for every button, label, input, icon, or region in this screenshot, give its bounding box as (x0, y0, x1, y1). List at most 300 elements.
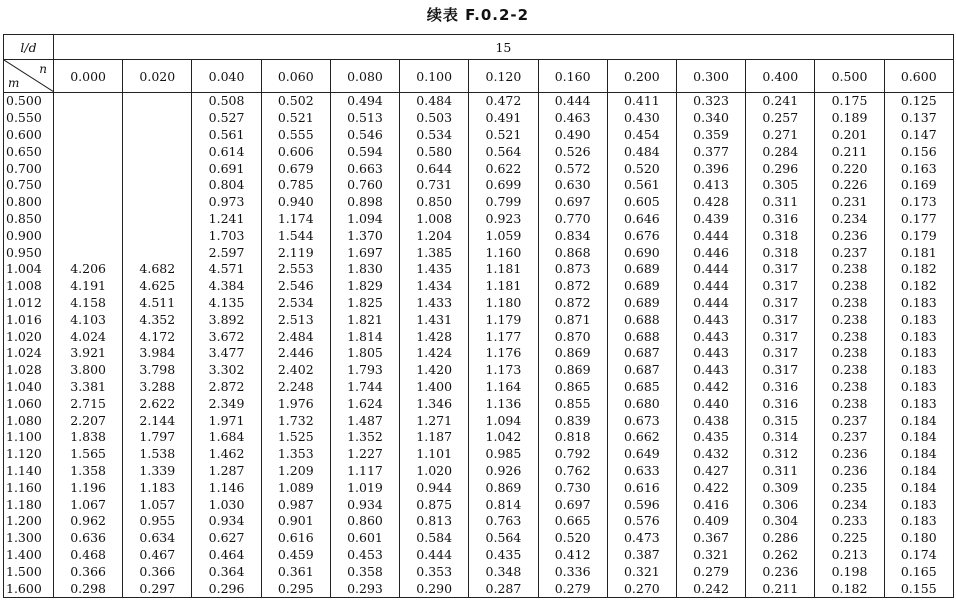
n-header-cell: 0.120 (469, 60, 538, 93)
value-cell: 0.316 (746, 379, 815, 396)
value-cell: 1.829 (330, 278, 399, 295)
value-cell: 1.385 (400, 244, 469, 261)
value-cell: 0.211 (815, 143, 884, 160)
value-cell: 1.565 (54, 446, 123, 463)
table-row (4, 563, 954, 580)
value-cell: 1.814 (330, 328, 399, 345)
value-cell: 0.490 (538, 127, 607, 144)
value-cell: 1.434 (400, 278, 469, 295)
value-cell: 4.024 (54, 328, 123, 345)
value-cell: 0.564 (469, 530, 538, 547)
m-value-cell: 1.100 (6, 429, 42, 445)
value-cell (123, 127, 192, 144)
value-cell: 0.366 (54, 563, 123, 580)
value-cell: 0.561 (607, 177, 676, 194)
m-value-cell: 0.850 (6, 210, 42, 226)
value-cell: 0.295 (261, 580, 330, 597)
value-cell: 2.349 (192, 395, 261, 412)
m-value-cell: 0.950 (6, 244, 42, 260)
value-cell: 4.682 (123, 261, 192, 278)
table-row (4, 479, 954, 496)
value-cell: 4.172 (123, 328, 192, 345)
table-row (4, 261, 954, 278)
value-cell: 0.184 (884, 412, 953, 429)
value-cell: 0.871 (538, 311, 607, 328)
n-header-cell: 0.060 (261, 60, 330, 93)
value-cell: 0.296 (192, 580, 261, 597)
value-cell: 0.238 (815, 311, 884, 328)
table-row (4, 530, 954, 547)
m-value-cell: 0.500 (6, 93, 42, 109)
value-cell: 1.830 (330, 261, 399, 278)
value-cell: 1.346 (400, 395, 469, 412)
value-cell: 1.793 (330, 362, 399, 379)
value-cell: 0.183 (884, 496, 953, 513)
value-cell (123, 110, 192, 127)
value-cell: 0.813 (400, 513, 469, 530)
value-cell: 3.672 (192, 328, 261, 345)
table-row (4, 580, 954, 597)
value-cell: 0.680 (607, 395, 676, 412)
value-cell: 0.494 (330, 93, 399, 110)
m-value-cell: 1.180 (6, 496, 42, 512)
m-value-cell: 1.120 (6, 446, 42, 462)
m-value-cell: 1.008 (6, 278, 42, 294)
value-cell: 0.869 (538, 362, 607, 379)
value-cell: 0.850 (400, 194, 469, 211)
table-row (4, 463, 954, 480)
value-cell: 0.464 (192, 547, 261, 564)
value-cell (54, 211, 123, 228)
value-cell: 1.042 (469, 429, 538, 446)
value-cell: 0.799 (469, 194, 538, 211)
value-cell: 0.125 (884, 93, 953, 110)
value-cell: 0.235 (815, 479, 884, 496)
value-cell: 0.944 (400, 479, 469, 496)
value-cell: 0.731 (400, 177, 469, 194)
value-cell: 0.316 (746, 211, 815, 228)
value-cell: 0.175 (815, 93, 884, 110)
value-cell: 0.184 (884, 429, 953, 446)
value-cell: 3.798 (123, 362, 192, 379)
m-value-cell: 0.800 (6, 194, 42, 210)
value-cell: 2.446 (261, 345, 330, 362)
value-cell: 0.440 (676, 395, 745, 412)
value-cell (123, 143, 192, 160)
value-cell: 0.580 (400, 143, 469, 160)
value-cell: 0.697 (538, 496, 607, 513)
table-row (4, 379, 954, 396)
value-cell: 0.442 (676, 379, 745, 396)
value-cell: 0.211 (746, 580, 815, 597)
value-cell: 0.443 (676, 345, 745, 362)
value-cell: 4.103 (54, 311, 123, 328)
value-cell: 0.484 (400, 93, 469, 110)
value-cell: 2.207 (54, 412, 123, 429)
table-row (4, 446, 954, 463)
value-cell: 0.226 (815, 177, 884, 194)
n-header-cell: 0.000 (54, 60, 123, 93)
value-cell: 0.785 (261, 177, 330, 194)
value-cell: 1.271 (400, 412, 469, 429)
value-cell: 0.359 (676, 127, 745, 144)
value-cell: 0.685 (607, 379, 676, 396)
value-cell: 0.311 (746, 194, 815, 211)
value-cell: 0.147 (884, 127, 953, 144)
value-cell: 1.420 (400, 362, 469, 379)
value-cell: 1.008 (400, 211, 469, 228)
value-cell: 0.312 (746, 446, 815, 463)
value-cell: 0.165 (884, 563, 953, 580)
table-caption: 续表 F.0.2-2 (426, 6, 530, 24)
value-cell: 0.459 (261, 547, 330, 564)
value-cell: 0.872 (538, 295, 607, 312)
value-cell: 0.663 (330, 160, 399, 177)
value-cell: 0.561 (192, 127, 261, 144)
value-cell: 0.955 (123, 513, 192, 530)
table-row (4, 328, 954, 345)
value-cell: 0.305 (746, 177, 815, 194)
value-cell: 1.339 (123, 463, 192, 480)
value-cell: 1.358 (54, 463, 123, 480)
value-cell: 0.182 (884, 261, 953, 278)
value-cell: 0.473 (607, 530, 676, 547)
m-value-cell: 1.160 (6, 479, 42, 495)
value-cell: 1.353 (261, 446, 330, 463)
value-cell: 1.181 (469, 278, 538, 295)
value-cell: 0.201 (815, 127, 884, 144)
value-cell: 0.412 (538, 547, 607, 564)
table-row (4, 395, 954, 412)
value-cell: 0.183 (884, 295, 953, 312)
value-cell: 0.183 (884, 311, 953, 328)
value-cell: 0.234 (815, 496, 884, 513)
value-cell: 0.520 (607, 160, 676, 177)
value-cell: 0.238 (815, 278, 884, 295)
value-cell: 0.855 (538, 395, 607, 412)
value-cell: 1.146 (192, 479, 261, 496)
n-header-cell: 0.600 (884, 60, 953, 93)
value-cell: 1.177 (469, 328, 538, 345)
value-cell: 0.309 (746, 479, 815, 496)
value-cell: 0.898 (330, 194, 399, 211)
m-value-cell: 1.028 (6, 362, 42, 378)
value-cell: 0.605 (607, 194, 676, 211)
m-value-cell: 0.900 (6, 227, 42, 243)
value-cell: 0.435 (469, 547, 538, 564)
value-cell: 1.181 (469, 261, 538, 278)
value-cell: 1.525 (261, 429, 330, 446)
m-value-cell: 1.016 (6, 311, 42, 327)
value-cell: 0.155 (884, 580, 953, 597)
value-cell: 0.869 (469, 479, 538, 496)
value-cell: 1.287 (192, 463, 261, 480)
value-cell: 1.204 (400, 227, 469, 244)
value-cell: 2.872 (192, 379, 261, 396)
n-header-cell: 0.200 (607, 60, 676, 93)
value-cell: 0.636 (54, 530, 123, 547)
value-cell (54, 110, 123, 127)
value-cell: 2.513 (261, 311, 330, 328)
table-row (4, 362, 954, 379)
value-cell: 0.238 (815, 261, 884, 278)
value-cell: 0.174 (884, 547, 953, 564)
value-cell: 0.860 (330, 513, 399, 530)
value-cell: 0.428 (676, 194, 745, 211)
value-cell: 1.976 (261, 395, 330, 412)
value-cell: 2.597 (192, 244, 261, 261)
table-row (4, 143, 954, 160)
value-cell: 0.238 (815, 345, 884, 362)
value-cell: 0.297 (123, 580, 192, 597)
value-cell: 0.238 (815, 362, 884, 379)
value-cell: 0.484 (607, 143, 676, 160)
value-cell: 1.067 (54, 496, 123, 513)
value-cell: 0.770 (538, 211, 607, 228)
value-cell: 0.676 (607, 227, 676, 244)
table-row (4, 177, 954, 194)
value-cell: 1.838 (54, 429, 123, 446)
value-cell: 0.271 (746, 127, 815, 144)
value-cell: 0.173 (884, 194, 953, 211)
table-row (4, 278, 954, 295)
value-cell: 4.384 (192, 278, 261, 295)
value-cell: 0.348 (469, 563, 538, 580)
value-cell: 0.444 (400, 547, 469, 564)
m-value-cell: 1.080 (6, 412, 42, 428)
value-cell: 0.430 (607, 110, 676, 127)
value-cell: 1.180 (469, 295, 538, 312)
value-cell: 0.688 (607, 328, 676, 345)
value-cell: 0.616 (607, 479, 676, 496)
value-cell: 0.763 (469, 513, 538, 530)
value-cell: 0.834 (538, 227, 607, 244)
table-row (4, 211, 954, 228)
value-cell: 0.444 (676, 278, 745, 295)
value-cell: 0.315 (746, 412, 815, 429)
value-cell: 1.435 (400, 261, 469, 278)
value-cell: 1.732 (261, 412, 330, 429)
table-row (4, 295, 954, 312)
value-cell: 0.262 (746, 547, 815, 564)
value-cell: 0.317 (746, 311, 815, 328)
value-cell (123, 177, 192, 194)
value-cell: 0.317 (746, 278, 815, 295)
value-cell: 0.691 (192, 160, 261, 177)
value-cell: 0.238 (815, 295, 884, 312)
value-cell: 0.183 (884, 379, 953, 396)
value-cell: 0.875 (400, 496, 469, 513)
value-cell: 0.241 (746, 93, 815, 110)
value-cell: 0.177 (884, 211, 953, 228)
value-cell: 0.987 (261, 496, 330, 513)
value-cell: 0.220 (815, 160, 884, 177)
value-cell: 0.634 (123, 530, 192, 547)
n-header-cell: 0.160 (538, 60, 607, 93)
value-cell: 0.762 (538, 463, 607, 480)
value-cell: 0.409 (676, 513, 745, 530)
value-cell: 0.238 (815, 395, 884, 412)
value-cell: 0.432 (676, 446, 745, 463)
table-row (4, 547, 954, 564)
value-cell: 0.242 (676, 580, 745, 597)
value-cell: 0.926 (469, 463, 538, 480)
value-cell: 0.317 (746, 295, 815, 312)
m-n-corner-cell (4, 60, 54, 93)
value-cell: 1.101 (400, 446, 469, 463)
table-row (4, 311, 954, 328)
value-cell: 0.444 (676, 227, 745, 244)
value-cell: 0.508 (192, 93, 261, 110)
m-value-cell: 1.200 (6, 513, 42, 529)
value-cell: 0.323 (676, 93, 745, 110)
value-cell: 0.293 (330, 580, 399, 597)
value-cell: 0.521 (469, 127, 538, 144)
value-cell: 1.462 (192, 446, 261, 463)
value-cell: 0.472 (469, 93, 538, 110)
value-cell: 1.089 (261, 479, 330, 496)
m-value-cell: 0.650 (6, 143, 42, 159)
value-cell: 0.443 (676, 328, 745, 345)
m-value-cell: 1.140 (6, 462, 42, 478)
value-cell: 0.689 (607, 295, 676, 312)
value-cell: 1.684 (192, 429, 261, 446)
value-cell: 0.321 (676, 547, 745, 564)
value-cell: 0.555 (261, 127, 330, 144)
value-cell: 0.317 (746, 328, 815, 345)
value-cell: 0.673 (607, 412, 676, 429)
value-cell: 0.546 (330, 127, 399, 144)
value-cell: 1.173 (469, 362, 538, 379)
value-cell: 0.649 (607, 446, 676, 463)
value-cell: 4.158 (54, 295, 123, 312)
value-cell: 0.213 (815, 547, 884, 564)
value-cell: 0.934 (330, 496, 399, 513)
value-cell: 1.209 (261, 463, 330, 480)
value-cell: 1.227 (330, 446, 399, 463)
table-row (4, 110, 954, 127)
value-cell: 0.183 (884, 345, 953, 362)
value-cell: 0.616 (261, 530, 330, 547)
value-cell: 0.304 (746, 513, 815, 530)
value-cell (54, 177, 123, 194)
value-cell: 0.606 (261, 143, 330, 160)
value-cell: 0.923 (469, 211, 538, 228)
header-row-n (4, 60, 954, 93)
n-header-cell: 0.040 (192, 60, 261, 93)
value-cell: 0.818 (538, 429, 607, 446)
value-cell: 0.804 (192, 177, 261, 194)
value-cell: 0.179 (884, 227, 953, 244)
value-cell: 0.940 (261, 194, 330, 211)
value-cell: 1.183 (123, 479, 192, 496)
value-cell: 0.435 (676, 429, 745, 446)
value-cell (123, 160, 192, 177)
value-cell: 0.627 (192, 530, 261, 547)
value-cell: 0.396 (676, 160, 745, 177)
value-cell: 0.198 (815, 563, 884, 580)
value-cell: 4.511 (123, 295, 192, 312)
value-cell: 1.424 (400, 345, 469, 362)
value-cell: 0.317 (746, 345, 815, 362)
value-cell: 0.868 (538, 244, 607, 261)
value-cell: 1.825 (330, 295, 399, 312)
value-cell: 0.236 (815, 446, 884, 463)
value-cell: 2.534 (261, 295, 330, 312)
n-header-cell: 0.300 (676, 60, 745, 93)
value-cell: 1.176 (469, 345, 538, 362)
ld-value: 15 (54, 35, 954, 60)
value-cell: 2.622 (123, 395, 192, 412)
header-row-ld (4, 35, 954, 60)
value-cell: 0.287 (469, 580, 538, 597)
value-cell: 0.502 (261, 93, 330, 110)
value-cell: 0.901 (261, 513, 330, 530)
value-cell: 2.553 (261, 261, 330, 278)
value-cell: 0.443 (676, 362, 745, 379)
value-cell: 0.183 (884, 328, 953, 345)
m-value-cell: 0.600 (6, 126, 42, 142)
value-cell: 2.402 (261, 362, 330, 379)
value-cell: 0.237 (815, 244, 884, 261)
table-row (4, 227, 954, 244)
value-cell: 0.973 (192, 194, 261, 211)
table-row (4, 496, 954, 513)
value-cell: 0.690 (607, 244, 676, 261)
value-cell: 0.985 (469, 446, 538, 463)
value-cell: 0.614 (192, 143, 261, 160)
value-cell: 0.491 (469, 110, 538, 127)
m-value-cell: 1.040 (6, 378, 42, 394)
value-cell: 0.689 (607, 278, 676, 295)
value-cell: 1.431 (400, 311, 469, 328)
value-cell: 1.094 (469, 412, 538, 429)
value-cell: 0.427 (676, 463, 745, 480)
value-cell: 2.248 (261, 379, 330, 396)
m-value-cell: 1.024 (6, 345, 42, 361)
value-cell: 1.744 (330, 379, 399, 396)
value-cell: 1.174 (261, 211, 330, 228)
value-cell: 4.206 (54, 261, 123, 278)
n-axis-label: n (39, 62, 47, 76)
value-cell: 1.971 (192, 412, 261, 429)
value-cell: 0.364 (192, 563, 261, 580)
value-cell: 0.454 (607, 127, 676, 144)
value-cell: 0.233 (815, 513, 884, 530)
value-cell: 0.318 (746, 227, 815, 244)
value-cell: 1.030 (192, 496, 261, 513)
value-cell: 0.237 (815, 429, 884, 446)
value-cell: 0.189 (815, 110, 884, 127)
value-cell: 3.892 (192, 311, 261, 328)
value-cell: 0.934 (192, 513, 261, 530)
table-row (4, 194, 954, 211)
value-cell (54, 227, 123, 244)
value-cell: 0.468 (54, 547, 123, 564)
m-value-cell: 0.750 (6, 177, 42, 193)
value-cell: 0.317 (746, 261, 815, 278)
value-cell: 3.477 (192, 345, 261, 362)
value-cell: 0.962 (54, 513, 123, 530)
table-row (4, 513, 954, 530)
value-cell (123, 227, 192, 244)
value-cell: 2.144 (123, 412, 192, 429)
value-cell: 0.321 (607, 563, 676, 580)
value-cell: 0.416 (676, 496, 745, 513)
value-cell: 0.689 (607, 261, 676, 278)
value-cell: 0.184 (884, 463, 953, 480)
value-cell: 2.546 (261, 278, 330, 295)
